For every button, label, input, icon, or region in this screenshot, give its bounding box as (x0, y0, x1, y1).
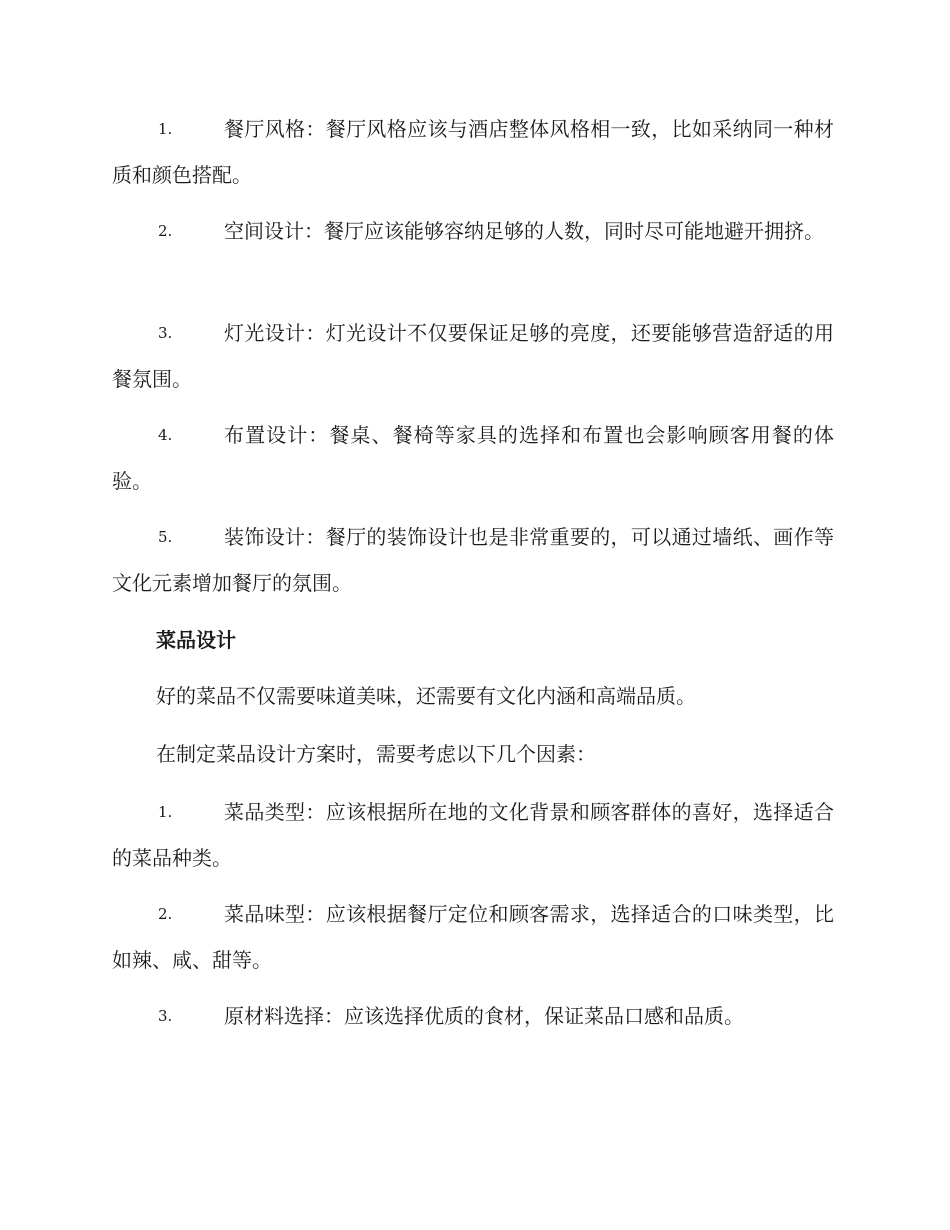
list-text: 布置设计：餐桌、餐椅等家具的选择和布置也会影响顾客用餐的体验。 (112, 423, 834, 493)
list-text: 空间设计：餐厅应该能够容纳足够的人数，同时尽可能地避开拥挤。 (224, 219, 824, 243)
list-text: 原材料选择：应该选择优质的食材，保证菜品口感和品质。 (224, 1004, 744, 1028)
paragraph: 在制定菜品设计方案时，需要考虑以下几个因素： (156, 742, 596, 766)
list-item (112, 891, 834, 983)
list-number: 3. (158, 1007, 173, 1025)
list-text: 装饰设计：餐厅的装饰设计也是非常重要的，可以通过墙纸、画作等文化元素增加餐厅的氛围。 (112, 525, 834, 595)
list-item (112, 310, 834, 402)
list-item (112, 514, 834, 606)
list-number: 5. (158, 528, 173, 546)
list-item (112, 789, 834, 881)
list-number: 4. (158, 426, 173, 444)
list-text: 菜品类型：应该根据所在地的文化背景和顾客群体的喜好，选择适合的菜品种类。 (112, 800, 834, 870)
list-number: 1. (158, 120, 173, 138)
paragraph: 好的菜品不仅需要味道美味，还需要有文化内涵和高端品质。 (156, 684, 696, 708)
section-heading: 菜品设计 (156, 628, 236, 652)
list-text: 灯光设计：灯光设计不仅要保证足够的亮度，还要能够营造舒适的用餐氛围。 (112, 321, 834, 391)
list-number: 2. (158, 222, 173, 240)
list-number: 1. (158, 803, 173, 821)
list-item (112, 106, 834, 198)
list-item (112, 412, 834, 504)
list-text: 菜品味型：应该根据餐厅定位和顾客需求，选择适合的口味类型，比如辣、咸、甜等。 (112, 902, 834, 972)
list-text: 餐厅风格：餐厅风格应该与酒店整体风格相一致，比如采纳同一种材质和颜色搭配。 (112, 117, 834, 187)
list-item (112, 993, 834, 1039)
list-number: 3. (158, 324, 173, 342)
list-number: 2. (158, 905, 173, 923)
list-item (112, 208, 834, 254)
